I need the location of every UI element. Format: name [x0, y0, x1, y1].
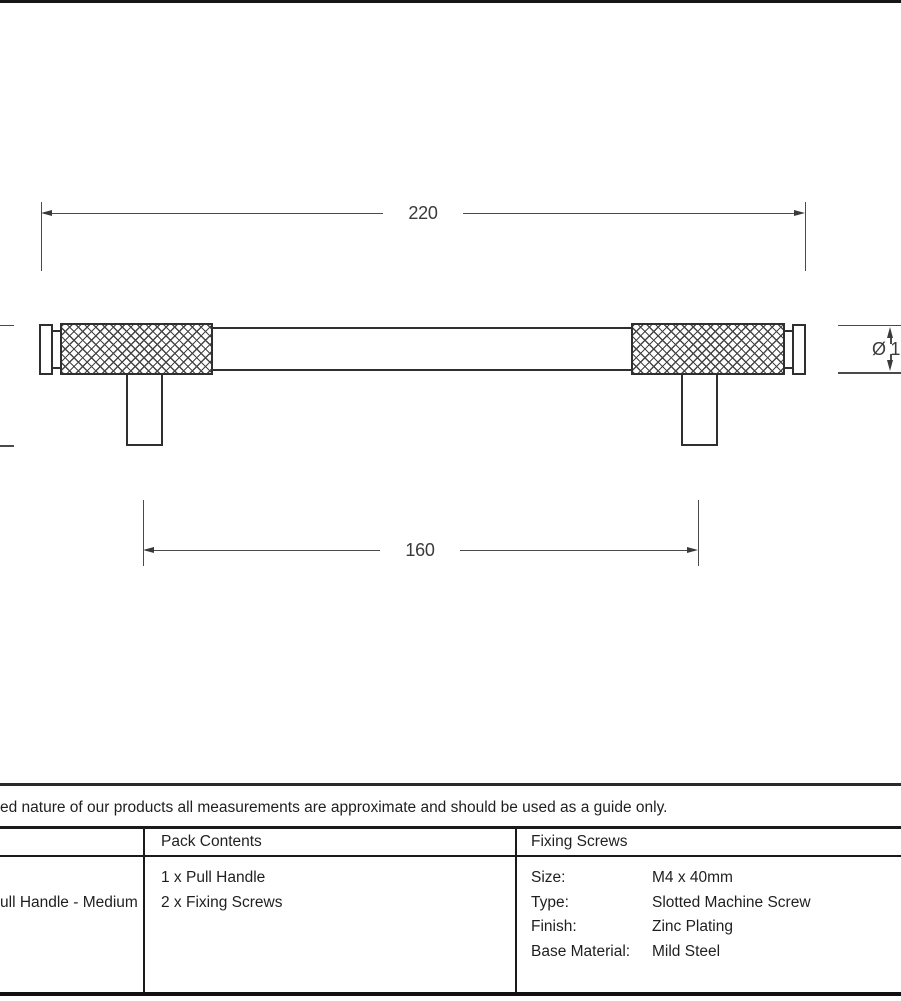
extension-line-left [143, 500, 145, 566]
arrowhead-down-icon [887, 360, 893, 371]
spec-table [0, 826, 901, 996]
fixing-screws-cell [531, 866, 811, 964]
extension-line-top [838, 325, 901, 327]
fixing-post-right [681, 373, 718, 446]
spec-value: M4 x 40mm [652, 869, 733, 886]
pack-item: 1 x Pull Handle [161, 869, 266, 886]
extension-line-bottom [838, 372, 901, 374]
pack-item: 2 x Fixing Screws [161, 893, 283, 911]
diameter-value: Ø 1 [872, 339, 901, 359]
cropped-dimension-mark-bottom [0, 445, 14, 447]
cropped-dimension-mark-top [0, 325, 14, 327]
arrowhead-right-icon [687, 547, 698, 553]
knurled-grip-right [631, 323, 785, 375]
disclaimer-text: ed nature of our products all measurements are approximate and should be used as a guide only. [0, 799, 668, 816]
spec-label: Base Material: [531, 942, 631, 960]
end-cap-right [792, 324, 806, 375]
arrowhead-left-icon [143, 547, 154, 553]
arrowhead-up-icon [887, 327, 893, 338]
knurled-grip-left [60, 323, 213, 375]
pack-contents-cell [161, 866, 282, 915]
spec-label: Type: [531, 893, 569, 911]
overall-length-value: 220 [383, 203, 463, 223]
fixing-centres-value: 160 [380, 540, 460, 560]
table-header-separator [0, 855, 901, 857]
fixing-post-left [126, 373, 163, 446]
spec-label: Size: [531, 869, 566, 886]
spec-label: Finish: [531, 918, 577, 935]
table-border-top [0, 826, 901, 829]
spec-value: Mild Steel [652, 942, 721, 960]
table-column-divider-2 [515, 826, 517, 996]
arrowhead-right-icon [794, 210, 805, 216]
arrowhead-left-icon [41, 210, 52, 216]
table-column-divider-1 [143, 826, 145, 996]
spec-value: Slotted Machine Screw [652, 893, 811, 911]
spec-value: Zinc Plating [652, 918, 733, 935]
disclaimer-divider [0, 783, 901, 786]
fixing-screws-header: Fixing Screws [531, 833, 628, 850]
table-border-bottom [0, 992, 901, 996]
pack-contents-header: Pack Contents [161, 833, 262, 850]
extension-line-right [698, 500, 700, 566]
handle-bar [212, 327, 632, 371]
product-name: ull Handle - Medium [0, 894, 138, 911]
cropped-top-table-border [0, 0, 901, 3]
